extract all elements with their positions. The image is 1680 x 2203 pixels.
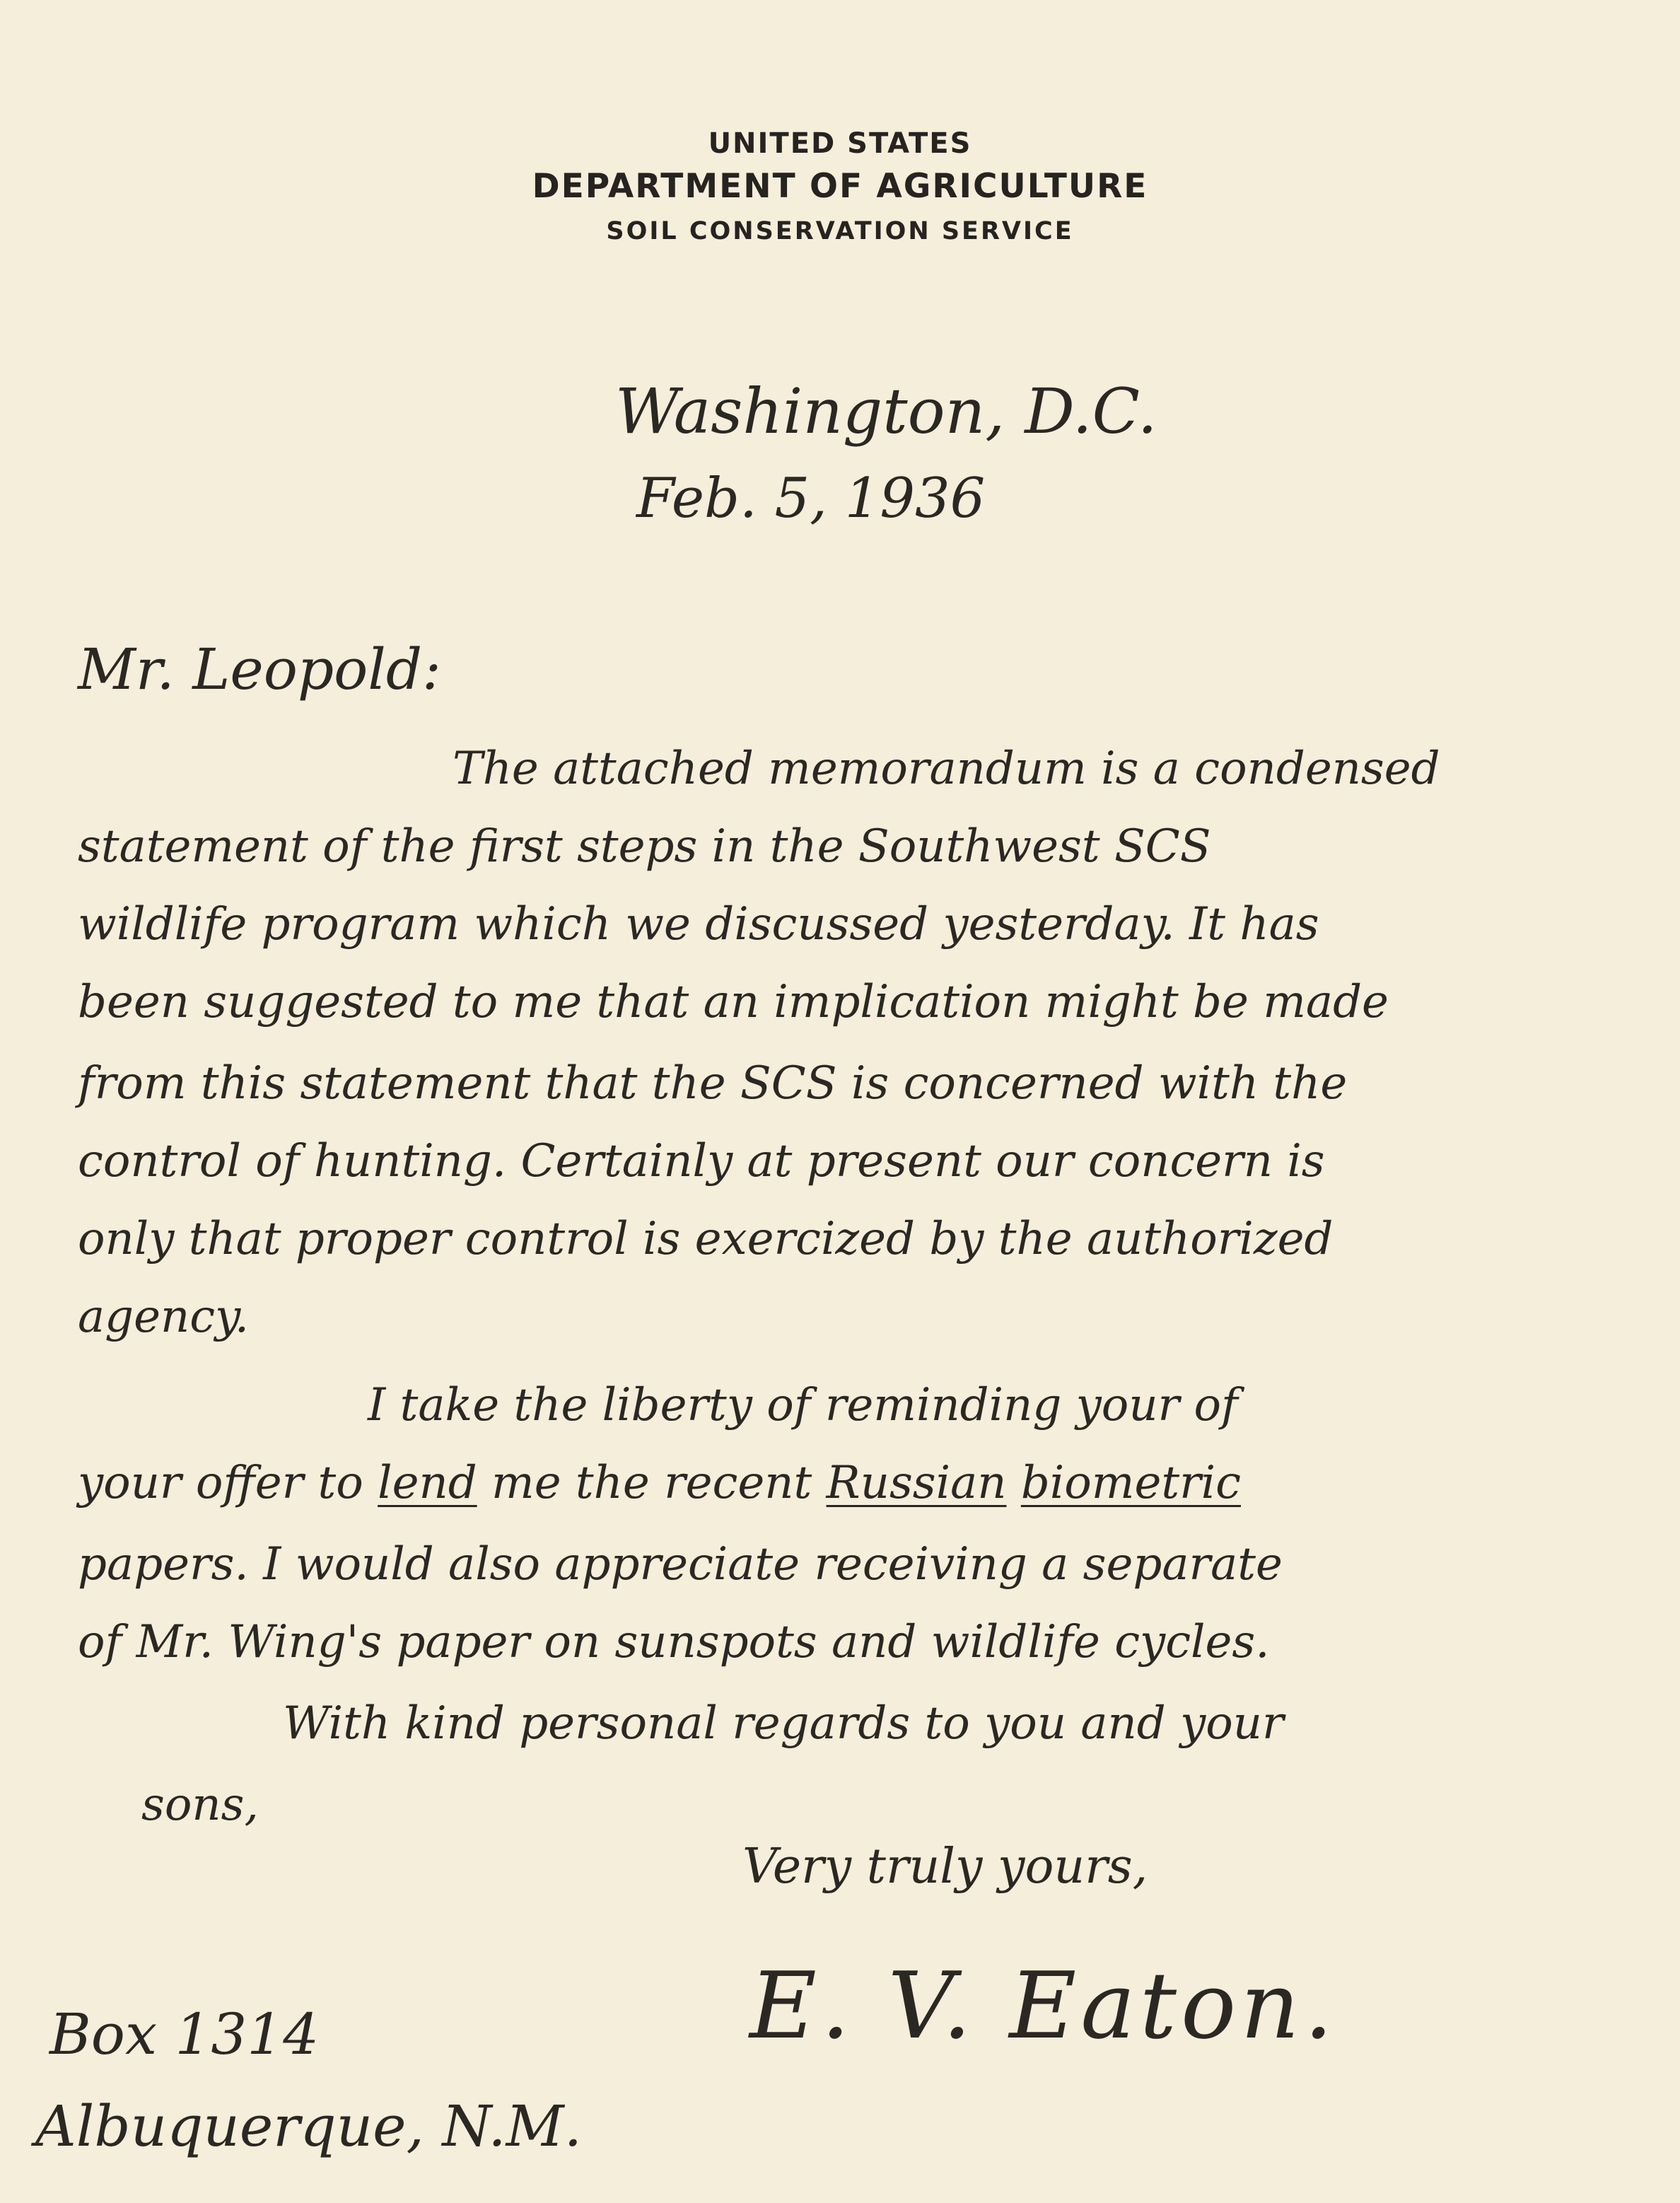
letterhead-service: SOIL CONSERVATION SERVICE (606, 217, 1074, 245)
body-line: I take the liberty of reminding your of (368, 1379, 1238, 1431)
body-line: sons, (141, 1779, 259, 1831)
body-line-with-underlines (78, 1457, 1241, 1509)
underlined-word-russian: Russian (826, 1457, 1007, 1509)
salutation: Mr. Leopold: (78, 637, 441, 702)
body-line: wildlife program which we discussed yesterday. It has (78, 898, 1319, 951)
letterhead-country: UNITED STATES (708, 127, 972, 160)
body-line: only that proper control is exercized by the authorized (78, 1213, 1334, 1265)
underlined-word-lend: lend (378, 1457, 477, 1509)
underlined-word-biometric: biometric (1020, 1457, 1241, 1509)
address-box: Box 1314 (49, 2001, 320, 2067)
body-line: control of hunting. Certainly at present our concern is (78, 1135, 1325, 1187)
body-line: papers. I would also appreciate receiving a separate (78, 1538, 1283, 1591)
body-text (1006, 1457, 1020, 1509)
body-line: With kind personal regards to you and your (283, 1697, 1284, 1750)
letterhead (0, 127, 1680, 245)
body-line: The attached memorandum is a condensed (453, 743, 1440, 795)
body-line: been suggested to me that an implication might be made (78, 976, 1389, 1028)
body-line: statement of the first steps in the Southwest SCS (78, 820, 1211, 873)
closing: Very truly yours, (742, 1839, 1148, 1895)
letter-date: Feb. 5, 1936 (636, 467, 986, 530)
body-text: your offer to (78, 1457, 378, 1509)
address-city: Albuquerque, N.M. (35, 2093, 583, 2159)
body-line: of Mr. Wing's paper on sunspots and wildlife cycles. (78, 1616, 1270, 1668)
signature: E. V. Eaton. (749, 1952, 1338, 2059)
body-line: agency. (78, 1291, 250, 1343)
letter-place: Washington, D.C. (615, 375, 1157, 448)
body-line: from this statement that the SCS is concerned with the (78, 1057, 1348, 1110)
body-text: me the recent (477, 1457, 827, 1509)
letterhead-department: DEPARTMENT OF AGRICULTURE (532, 167, 1148, 206)
